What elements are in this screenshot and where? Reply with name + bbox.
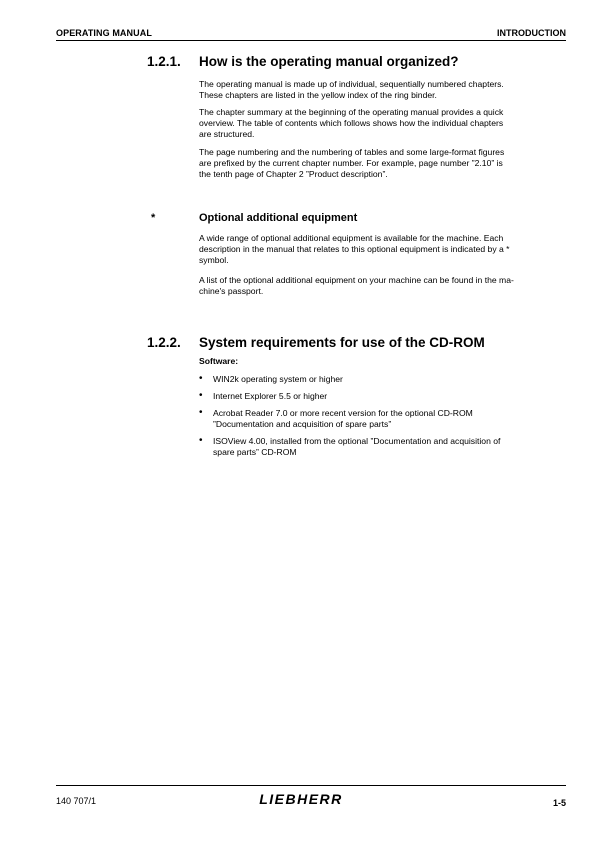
footer-divider [56, 785, 566, 786]
logo-text: LIEBHERR [259, 792, 343, 806]
liebherr-logo [255, 792, 347, 806]
paragraph: The page numbering and the numbering of tables and some large-format figures are prefixed by the current chapter number. For example, page number ”2.10” is the tenth page of Chapter 2 ”Product description”. [199, 147, 505, 179]
bullet-icon: • [199, 407, 203, 418]
paragraph: A list of the optional additional equipment on your machine can be found in the ma- chine's passport. [199, 275, 514, 296]
header-right: INTRODUCTION [497, 28, 566, 38]
software-label: Software: [199, 356, 239, 366]
bullet-icon: • [199, 373, 203, 384]
paragraph: A wide range of optional additional equipment is available for the machine. Each description in the manual that relates to this optional equipment is indicated by a * symbol. [199, 233, 510, 265]
header-left: OPERATING MANUAL [56, 28, 152, 38]
bullet-icon: • [199, 390, 203, 401]
page-number: 1-5 [552, 798, 566, 808]
section-title-1-2-1: How is the operating manual organized? [199, 54, 459, 69]
bullet-icon: • [199, 435, 203, 446]
paragraph: The chapter summary at the beginning of the operating manual provides a quick overview. The table of contents which follows shows how the individual chapters are structured. [199, 107, 504, 139]
section-title-1-2-2: System requirements for use of the CD-ROM [199, 335, 485, 350]
section-number-1-2-1: 1.2.1. [147, 54, 181, 69]
optional-marker: * [151, 212, 156, 224]
paragraph: The operating manual is made up of individual, sequentially numbered chapters. These chapters are listed in the yellow index of the ring binder. [199, 79, 504, 100]
header-divider [56, 40, 566, 41]
section-number-1-2-2: 1.2.2. [147, 335, 181, 350]
document-number: 140 707/1 [56, 796, 97, 806]
optional-title: Optional additional equipment [199, 212, 358, 224]
